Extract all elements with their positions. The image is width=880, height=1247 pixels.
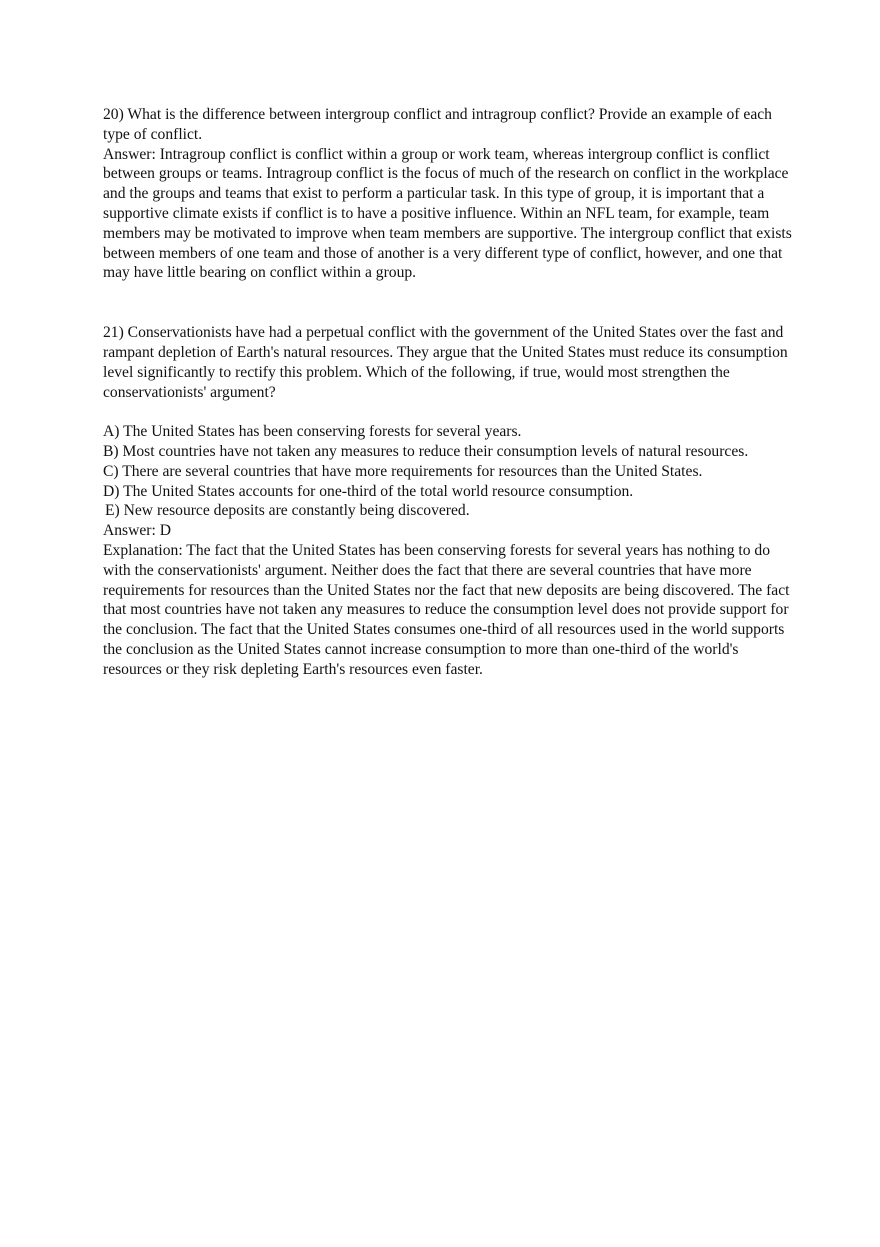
question-20-block <box>103 105 793 283</box>
question-21-explanation: Explanation: The fact that the United States has been conserving forests for several years has nothing to do with the conservationists' argument. Neither does the fact that there are several countries that have more requirements for resources than the United States nor the fact that new deposits are being discovered. The fact that most countries have not taken any measures to reduce the consumption level does not provide support for the conclusion. The fact that the United States consumes one-third of all resources used in the world supports the conclusion as the United States cannot increase consumption to more than one-third of the world's resources or they risk depleting Earth's resources even faster. <box>103 541 790 678</box>
question-21-text: 21) Conservationists have had a perpetual conflict with the government of the United States over the fast and rampant depletion of Earth's natural resources. They argue that the United States must reduce its consumption level significantly to rectify this problem. Which of the following, if true, would most strengthen the conservationists' argument? <box>103 324 788 401</box>
question-21-options <box>103 422 793 521</box>
option-d: D) The United States accounts for one-third of the total world resource consumption. <box>103 482 634 500</box>
question-20-text: 20) What is the difference between intergroup conflict and intragroup conflict? Provide an example of each type of conflict. <box>103 106 772 143</box>
option-b: B) Most countries have not taken any measures to reduce their consumption levels of natural resources. <box>103 442 749 460</box>
question-21-answer: Answer: D <box>103 522 171 540</box>
option-a: A) The United States has been conserving forests for several years. <box>103 423 522 441</box>
document-body <box>103 105 793 680</box>
question-20-answer: Answer: Intragroup conflict is conflict within a group or work team, whereas intergroup conflict is conflict between groups or teams. Intragroup conflict is the focus of much of the research on conflict in the workplace and the groups and teams that exist to perform a particular task. In this type of group, it is important that a supportive climate exists if conflict is to have a positive influence. Within an NFL team, for example, team members may be motivated to improve when team members are supportive. The intergroup conflict that exists between members of one team and those of another is a very different type of conflict, however, and one that may have little bearing on conflict within a group. <box>103 145 792 282</box>
option-c: C) There are several countries that have more requirements for resources than the United States. <box>103 462 703 480</box>
question-21-block <box>103 323 793 679</box>
option-e: E) New resource deposits are constantly being discovered. <box>105 502 470 520</box>
